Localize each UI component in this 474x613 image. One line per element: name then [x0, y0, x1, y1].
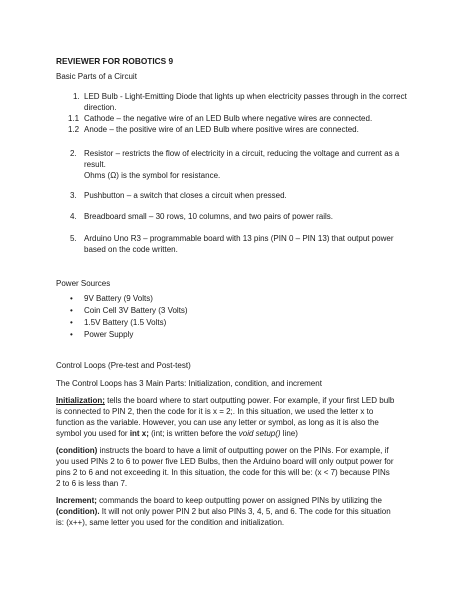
paragraph-text: It will not only power PIN 2 but also PINs 3, 4, 5, and 6. The code for this situation	[99, 507, 391, 516]
paragraph-text: 2 to 6 is less than 7.	[56, 479, 128, 488]
list-text: Anode – the positive wire of an LED Bulb where positive wires are connected.	[84, 125, 359, 134]
list-number: 4.	[70, 212, 77, 221]
bullet-dot: •	[70, 330, 73, 339]
section-heading-power-sources: Power Sources	[56, 279, 111, 288]
list-number: 1.	[73, 92, 80, 101]
paragraph-line	[56, 507, 422, 518]
bullet-dot: •	[70, 318, 73, 327]
condition-reference: (condition).	[56, 507, 100, 516]
section-heading-basic-parts: Basic Parts of a Circuit	[56, 72, 137, 81]
bullet-text: 9V Battery (9 Volts)	[84, 294, 153, 303]
code-void-setup: void setup()	[238, 429, 281, 438]
list-number: 5.	[70, 234, 77, 243]
code-int-x: int x;	[129, 429, 149, 438]
paragraph-line	[56, 496, 422, 507]
list-text: Arduino Uno R3 – programmable board with 13 pins (PIN 0 – PIN 13) that output power	[84, 234, 394, 243]
bullet-dot: •	[70, 306, 73, 315]
list-text: Ohms (Ω) is the symbol for resistance.	[84, 171, 221, 180]
paragraph-line	[56, 429, 422, 440]
paragraph-line	[56, 446, 422, 457]
paragraph-text: you used PINs 2 to 6 to power five LED Bulbs, then the Arduino board will only output power for	[56, 457, 394, 466]
increment-label: Increment;	[56, 496, 97, 505]
paragraph-text: symbol you used for	[56, 429, 130, 438]
list-text: direction.	[84, 103, 117, 112]
list-number: 1.2	[68, 125, 80, 134]
paragraph-text: function as the variable. However, you can use any letter or symbol, as long as it is also the	[56, 418, 379, 427]
bullet-text: 1.5V Battery (1.5 Volts)	[84, 318, 167, 327]
condition-label: (condition)	[56, 446, 98, 455]
paragraph-text: pins 2 to 6 and not exceeding it. In this situation, the code for this will be: (x < 7) because PINs	[56, 468, 390, 477]
section-heading-control-loops: Control Loops (Pre-test and Post-test)	[56, 361, 191, 370]
list-number: 1.1	[68, 114, 80, 123]
list-text: result.	[84, 160, 106, 169]
initialization-label: Initialization;	[56, 396, 105, 405]
list-text: based on the code written.	[84, 245, 178, 254]
paragraph-text: line)	[280, 429, 298, 438]
list-text: Breadboard small – 30 rows, 10 columns, and two pairs of power rails.	[84, 212, 334, 221]
bullet-text: Power Supply	[84, 330, 134, 339]
paragraph-text: is: (x++), same letter you used for the condition and initialization.	[56, 518, 285, 527]
paragraph-text: tells the board where to start outputting power. For example, if your first LED bulb	[104, 396, 395, 405]
control-loops-intro: The Control Loops has 3 Main Parts: Initialization, condition, and increment	[56, 379, 322, 388]
list-number: 2.	[70, 149, 77, 158]
bullet-dot: •	[70, 294, 73, 303]
bullet-text: Coin Cell 3V Battery (3 Volts)	[84, 306, 188, 315]
paragraph-text: is connected to PIN 2, then the code for it is x = 2;. In this situation, we used the letter x to	[56, 407, 374, 416]
document-title: REVIEWER FOR ROBOTICS 9	[56, 56, 174, 66]
list-text: Cathode – the negative wire of an LED Bulb where negative wires are connected.	[84, 114, 373, 123]
list-number: 3.	[70, 191, 77, 200]
list-text: Pushbutton – a switch that closes a circuit when pressed.	[84, 191, 287, 200]
paragraph-text: instructs the board to have a limit of outputting power on the PINs. For example, if	[97, 446, 389, 455]
paragraph-line	[56, 396, 422, 407]
list-text: LED Bulb - Light-Emitting Diode that lights up when electricity passes through in the correct	[84, 92, 407, 101]
paragraph-text: commands the board to keep outputting power on assigned PINs by utilizing the	[96, 496, 382, 505]
paragraph-text: (int; is written before the	[148, 429, 239, 438]
list-text: Resistor – restricts the flow of electricity in a circuit, reducing the voltage and current as a	[84, 149, 400, 158]
